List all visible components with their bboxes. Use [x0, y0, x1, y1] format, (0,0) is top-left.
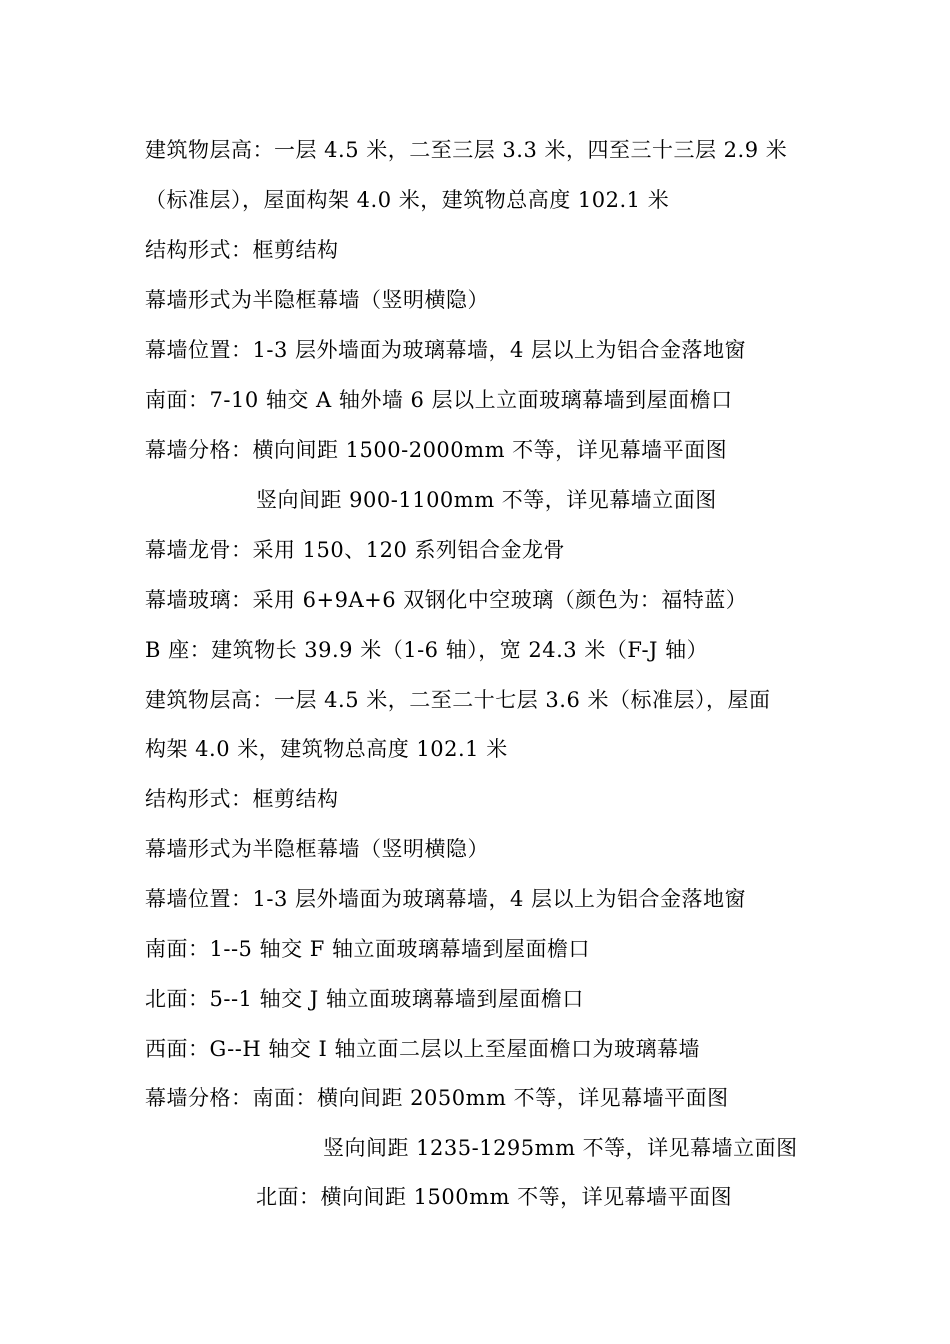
text-line: 南面：1--5 轴交 F 轴立面玻璃幕墙到屋面檐口	[145, 937, 591, 961]
text-line: 幕墙分格：南面：横向间距 2050mm 不等，详见幕墙平面图	[145, 1086, 729, 1110]
text-line: 北面：横向间距 1500mm 不等，详见幕墙平面图	[256, 1185, 733, 1209]
text-line: （标准层），屋面构架 4.0 米，建筑物总高度 102.1 米	[145, 188, 670, 212]
text-line: 幕墙位置：1-3 层外墙面为玻璃幕墙，4 层以上为铝合金落地窗	[145, 338, 747, 362]
text-line: 结构形式：框剪结构	[145, 238, 339, 262]
text-line: 幕墙龙骨：采用 150、120 系列铝合金龙骨	[145, 538, 566, 562]
text-line: 幕墙位置：1-3 层外墙面为玻璃幕墙，4 层以上为铝合金落地窗	[145, 887, 747, 911]
text-line: 南面：7-10 轴交 A 轴外墙 6 层以上立面玻璃幕墙到屋面檐口	[145, 388, 733, 412]
text-line: 西面：G--H 轴交 I 轴立面二层以上至屋面檐口为玻璃幕墙	[145, 1037, 700, 1061]
text-line: 北面：5--1 轴交 J 轴立面玻璃幕墙到屋面檐口	[145, 987, 584, 1011]
text-line: 竖向间距 900-1100mm 不等，详见幕墙立面图	[256, 488, 717, 512]
text-line: 建筑物层高：一层 4.5 米，二至二十七层 3.6 米（标准层），屋面	[145, 688, 771, 712]
text-line: 幕墙分格：横向间距 1500-2000mm 不等，详见幕墙平面图	[145, 438, 728, 462]
text-line: 建筑物层高：一层 4.5 米，二至三层 3.3 米，四至三十三层 2.9 米	[145, 138, 788, 162]
text-line: 幕墙形式为半隐框幕墙（竖明横隐）	[145, 837, 489, 861]
text-line: 构架 4.0 米，建筑物总高度 102.1 米	[145, 737, 508, 761]
text-line: 结构形式：框剪结构	[145, 787, 339, 811]
text-line: 竖向间距 1235-1295mm 不等，详见幕墙立面图	[323, 1136, 798, 1160]
text-line: 幕墙玻璃：采用 6+9A+6 双钢化中空玻璃（颜色为：福特蓝）	[145, 588, 748, 612]
text-line: B 座：建筑物长 39.9 米（1-6 轴），宽 24.3 米（F-J 轴）	[145, 638, 709, 662]
text-line: 幕墙形式为半隐框幕墙（竖明横隐）	[145, 288, 489, 312]
